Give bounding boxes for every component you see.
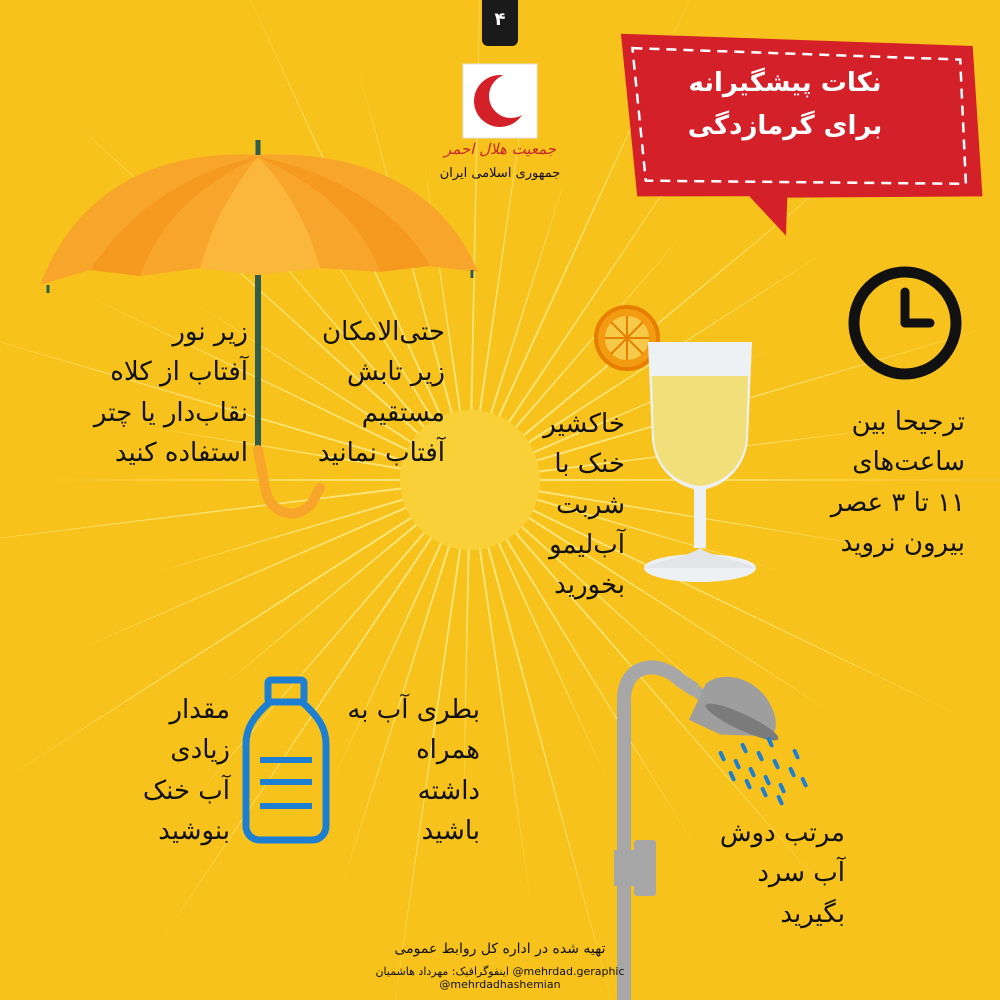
tip-line: همراه	[416, 735, 480, 766]
tip-line: بطری آب به	[347, 695, 480, 725]
tip-line: خاکشیر	[543, 409, 625, 439]
tip-line: خنک با	[554, 449, 625, 480]
tip-line: ترجیحا بین	[851, 407, 965, 437]
tip-line: مقدار	[169, 695, 230, 725]
tip-line: زیادی	[170, 735, 230, 766]
title-line1: نکات پیشگیرانه	[688, 68, 882, 98]
water-drop	[788, 766, 796, 778]
tip-line: آب سرد	[757, 858, 845, 889]
logo-org-name: جمعیت هلال احمر	[443, 140, 557, 158]
water-drop	[748, 766, 756, 778]
water-drop	[756, 750, 764, 762]
water-drop	[772, 758, 780, 770]
title-line2: برای گرمازدگی	[687, 110, 883, 141]
tip-shower	[720, 813, 845, 934]
footer-credit: تهیه شده در اداره کل روابط عمومی	[394, 941, 606, 957]
tip-line: آفتاب نمانید	[317, 437, 445, 468]
tip-line: آفتاب از کلاه	[110, 357, 248, 388]
water-drop	[744, 778, 752, 790]
tip-line: بیرون نروید	[840, 527, 965, 558]
water-drop	[778, 782, 786, 794]
tip-line: بخورید	[554, 570, 625, 601]
water-drop	[792, 748, 800, 760]
tip-line: باشید	[421, 815, 480, 846]
water-drop	[800, 776, 808, 788]
tip-line: زیر نور	[172, 317, 248, 347]
footer-social: اینفوگرافیک: مهرداد هاشمیان @mehrdad.geraphic @mehrdadhashemian	[375, 965, 625, 991]
tip-line: استفاده کنید	[114, 437, 248, 468]
tip-line: داشته	[417, 775, 480, 806]
tip-line: زیر تابش	[347, 357, 445, 388]
logo-country: جمهوری اسلامی ایران	[439, 166, 561, 181]
water-drop	[740, 742, 748, 754]
tip-line: حتی‌الامکان	[322, 317, 445, 347]
page-number: ۴	[482, 0, 518, 46]
tip-line: ۱۱ تا ۳ عصر	[830, 487, 965, 518]
tip-line: ساعت‌های	[852, 447, 965, 478]
tip-line: مستقیم	[361, 397, 445, 428]
tip-line: نقاب‌دار یا چتر	[93, 397, 248, 428]
water-drop	[760, 786, 768, 798]
water-drop	[733, 758, 741, 770]
water-drop	[718, 750, 726, 762]
water-drop	[776, 794, 784, 806]
tip-line: شربت	[556, 489, 625, 520]
water-drop	[728, 770, 736, 782]
tip-line: آب خنک	[142, 775, 230, 806]
water-drop	[763, 774, 771, 786]
tip-line: بنوشید	[158, 815, 230, 846]
tip-line: آب‌لیمو	[549, 529, 625, 560]
tip-line: بگیرید	[780, 898, 845, 929]
tip-line: مرتب دوش	[719, 818, 845, 848]
